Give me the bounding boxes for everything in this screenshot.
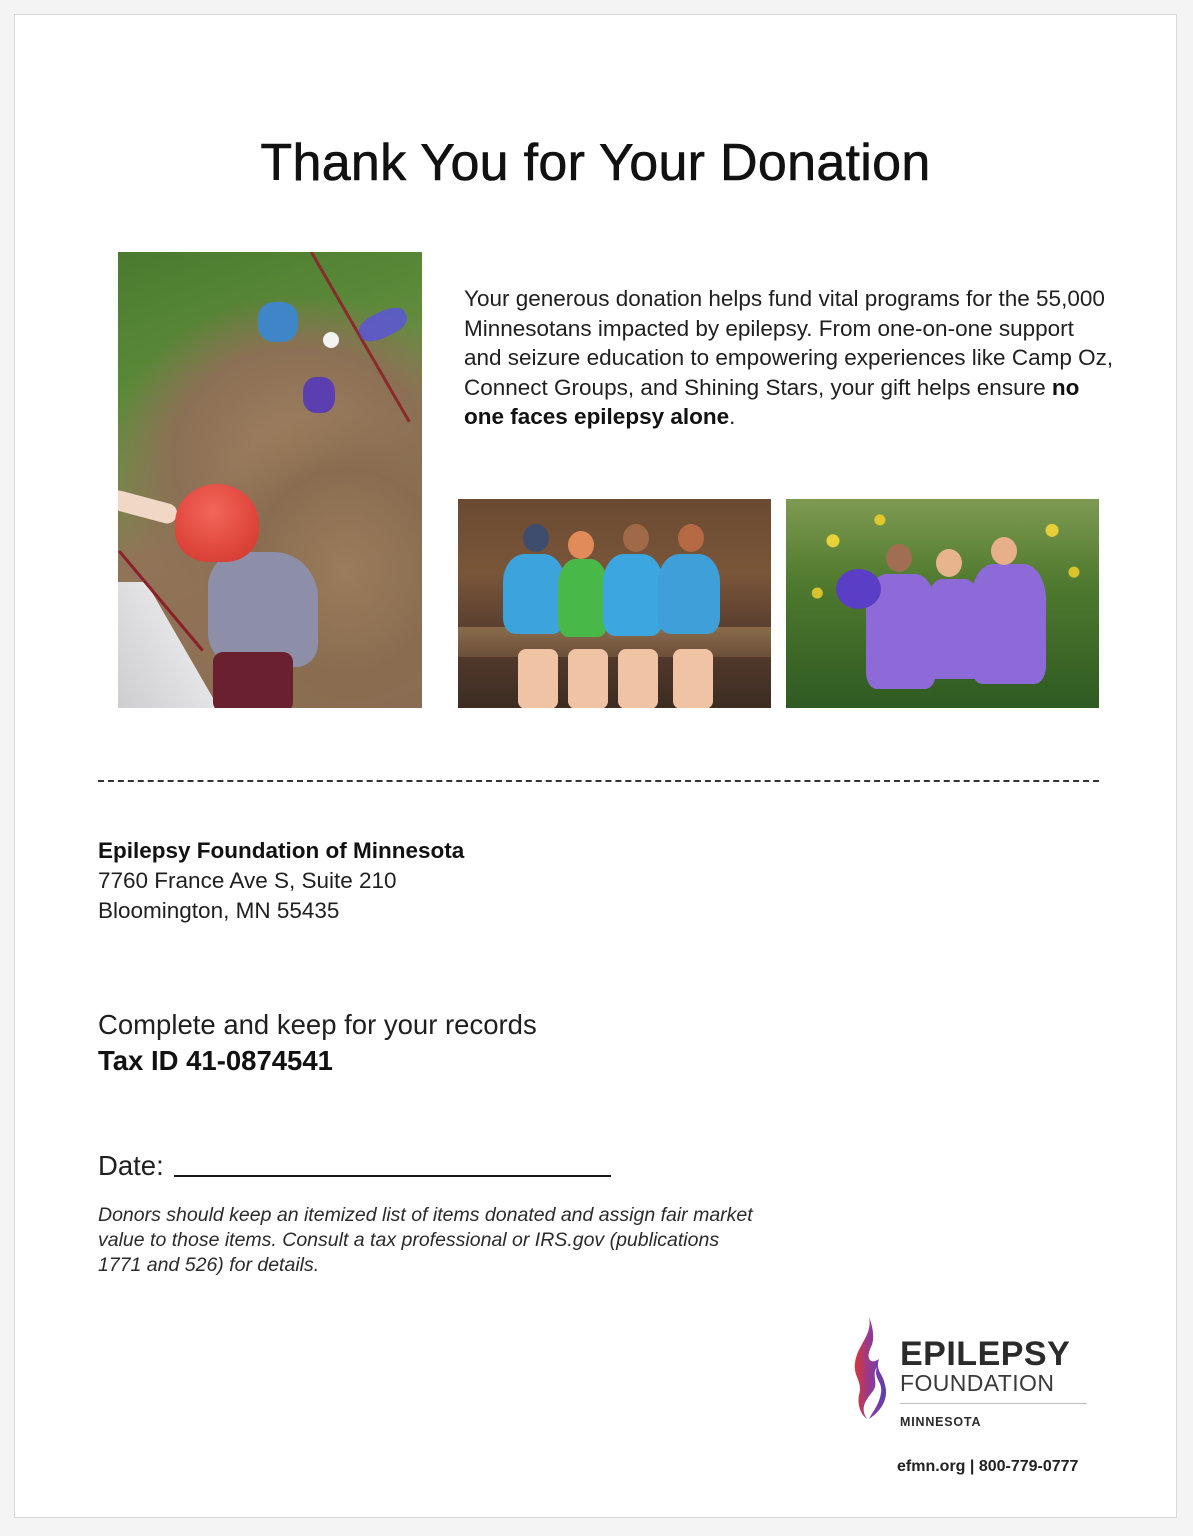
climber-pants <box>213 652 293 708</box>
red-helmet <box>175 484 259 562</box>
legs <box>568 649 608 708</box>
camper <box>503 554 565 634</box>
purple-pompom <box>836 569 881 609</box>
head <box>568 531 594 559</box>
epilepsy-foundation-logo <box>843 1315 1103 1435</box>
intro-emphasis: no one faces epilepsy alone <box>464 374 1080 430</box>
cap-head <box>523 524 549 552</box>
head <box>886 544 912 572</box>
contact-info: efmn.org | 800-779-0777 <box>897 1458 1079 1475</box>
camper <box>558 559 608 637</box>
logo-divider <box>900 1403 1087 1404</box>
records-section <box>98 1007 537 1079</box>
organization-name: Epilepsy Foundation of Minnesota <box>98 838 465 863</box>
donation-receipt-page <box>14 14 1177 1518</box>
belayer-figure <box>258 302 298 342</box>
camper <box>603 554 663 636</box>
page-title: Thank You for Your Donation <box>260 134 931 192</box>
date-field <box>98 1150 611 1182</box>
mailing-address <box>98 836 464 926</box>
ball <box>323 332 339 348</box>
legs <box>673 649 713 708</box>
intro-end: . <box>729 404 736 430</box>
intro-text: Your generous donation helps fund vital programs for the 55,000 Minnesotans impacted by epilepsy. From one-on-one support and seizure education to empowering experiences like Camp Oz, Connect Groups, and Shining Stars, your gift helps ensure <box>464 286 1114 400</box>
tax-disclaimer: Donors should keep an itemized list of items donated and assign fair market value to those items. Consult a tax professional or IRS.gov (publications 1771 and 526) for details. <box>98 1204 753 1276</box>
tax-id: Tax ID 41-0874541 <box>98 1045 333 1076</box>
head <box>623 524 649 552</box>
head <box>678 524 704 552</box>
person-purple-shirt <box>971 564 1046 684</box>
rock-climber-photo <box>118 252 422 708</box>
city-state-zip: Bloomington, MN 55435 <box>98 898 340 923</box>
flame-icon <box>843 1315 893 1425</box>
campers-bench-photo <box>458 499 771 708</box>
legs <box>618 649 658 708</box>
head <box>991 537 1017 565</box>
cut-line-divider <box>98 780 1099 782</box>
climber-shirt <box>208 552 318 667</box>
records-instruction: Complete and keep for your records <box>98 1009 537 1040</box>
intro-paragraph <box>464 284 1114 432</box>
street-address: 7760 France Ave S, Suite 210 <box>98 868 397 893</box>
logo-wordmark-epilepsy: EPILEPSY <box>900 1335 1071 1373</box>
logo-state: MINNESOTA <box>900 1415 982 1429</box>
climber-arm <box>118 488 179 525</box>
head <box>936 549 962 577</box>
spectator-figure <box>303 377 335 413</box>
camper <box>658 554 720 634</box>
streamer <box>355 303 411 347</box>
purple-shirts-photo <box>786 499 1099 708</box>
legs <box>518 649 558 708</box>
date-label: Date: <box>98 1150 164 1181</box>
date-input-line[interactable] <box>174 1175 611 1177</box>
logo-wordmark-foundation: FOUNDATION <box>900 1370 1055 1396</box>
